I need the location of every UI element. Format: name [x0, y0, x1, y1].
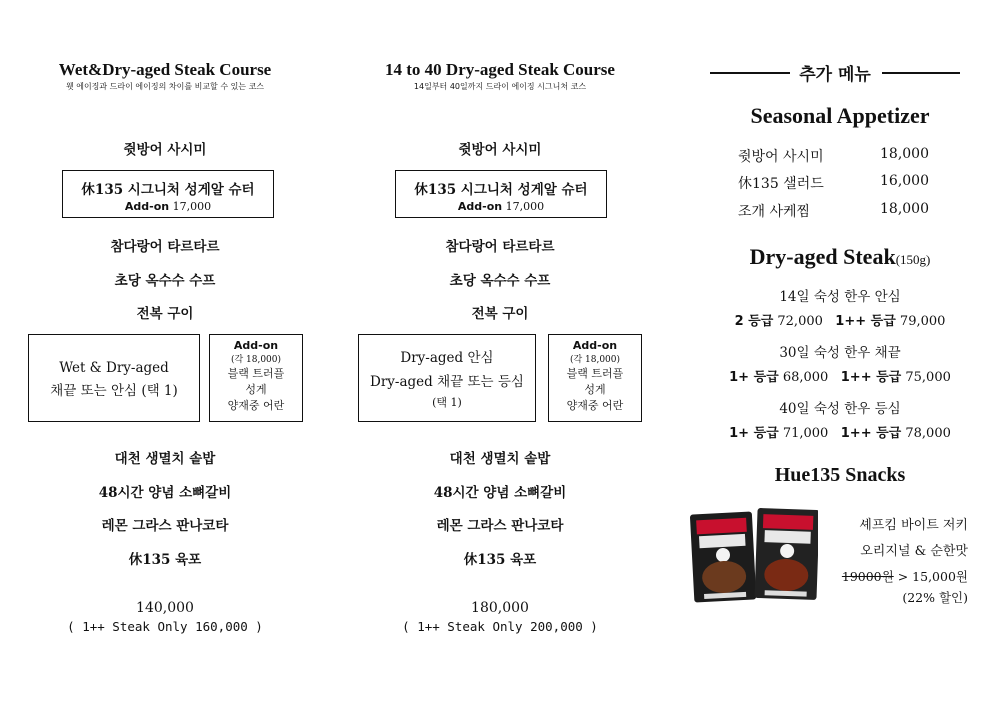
appetizer-name: 쥣방어 사시미 — [738, 149, 824, 165]
dish-pannacotta: 레몬 그라스 판나코타 — [436, 518, 564, 534]
course-subtitle: 14일부터 40일까지 드라이 에이징 시그니처 코스 — [413, 82, 587, 91]
steak-name: 40일 숙성 한우 등심 — [779, 401, 901, 417]
main-line1: Dry-aged 안심 — [400, 350, 494, 366]
extra-header: 추가 메뉴 — [799, 65, 871, 85]
main-line1: Wet & Dry-aged — [59, 360, 169, 376]
dish-abalone: 전복 구이 — [136, 306, 194, 322]
addon-title: Add-on — [572, 339, 618, 352]
header-rule-left — [710, 72, 790, 74]
appetizer-title: Seasonal Appetizer — [750, 103, 930, 128]
dish-pannacotta: 레몬 그라스 판나코타 — [101, 518, 229, 534]
grade: 1++ 등급 — [835, 314, 896, 329]
addon-box — [548, 334, 642, 422]
steak-prices — [700, 310, 980, 329]
extra-menu — [700, 0, 980, 706]
appetizer-name: 休135 샐러드 — [738, 176, 824, 192]
appetizer-price: 18,000 — [880, 146, 929, 162]
addon-truffle: 블랙 트러플 — [566, 367, 624, 380]
snack-new-price: 15,000원 — [912, 569, 968, 584]
steak-name: 30일 숙성 한우 채끝 — [779, 345, 901, 361]
grade: 1++ 등급 — [840, 370, 902, 385]
course-price: 140,000 — [136, 600, 194, 616]
course-title: Wet&Dry-aged Steak Course — [58, 60, 272, 79]
steak-name: 14일 숙성 한우 안심 — [779, 289, 901, 305]
shooter-box — [395, 170, 607, 218]
dish-tartare: 참다랑어 타르타르 — [445, 239, 555, 255]
main-steak-box — [28, 334, 200, 422]
dish-tartare: 참다랑어 타르타르 — [110, 239, 220, 255]
shooter-name: 休135 시그니처 성게알 슈터 — [81, 182, 255, 198]
main-line3: (택 1) — [432, 396, 462, 409]
main-line2: 채끝 또는 안심 (택 1) — [50, 383, 178, 399]
dish-sashimi: 쥣방어 사시미 — [123, 142, 207, 158]
snack-arrow: > — [897, 569, 909, 584]
dish-soup: 초당 옥수수 수프 — [449, 273, 551, 289]
dish-jerky: 休135 육포 — [128, 552, 202, 568]
dish-rice: 대천 생멸치 솥밥 — [114, 451, 216, 467]
addon-label: Add-on — [457, 200, 503, 213]
course-price-sub: ( 1++ Steak Only 160,000 ) — [67, 619, 263, 634]
course-subtitle: 웻 에이징과 드라이 에이징의 차이를 비교할 수 있는 코스 — [65, 82, 265, 91]
addon-truffle: 블랙 트러플 — [227, 367, 285, 380]
addon-roe: 양재중 어란 — [566, 399, 624, 412]
dish-sashimi: 쥣방어 사시미 — [458, 142, 542, 158]
dish-ribs: 48시간 양념 소뼈갈비 — [433, 485, 567, 501]
price: 68,000 — [782, 370, 829, 385]
appetizer-price: 18,000 — [880, 201, 929, 217]
grade: 2 등급 — [734, 314, 774, 329]
snack-name2: 오리지널 & 순한맛 — [860, 544, 968, 559]
price: 72,000 — [777, 314, 823, 329]
dish-ribs: 48시간 양념 소뼈갈비 — [98, 485, 232, 501]
snack-old-price: 19000원 — [841, 569, 894, 584]
price: 71,000 — [782, 426, 829, 441]
addon-urchin: 성게 — [245, 383, 267, 396]
snack-price — [828, 567, 968, 585]
grade: 1++ 등급 — [840, 426, 902, 441]
header-rule-right — [882, 72, 960, 74]
snack-name1: 셰프킴 바이트 저키 — [859, 518, 968, 533]
shooter-name: 休135 시그니처 성게알 슈터 — [414, 182, 588, 198]
steak-weight: (150g) — [895, 252, 931, 267]
addon-price: 17,000 — [172, 200, 212, 213]
addon-each: (각 18,000) — [230, 355, 282, 365]
steak-prices — [700, 422, 980, 441]
addon-label: Add-on — [124, 200, 170, 213]
steak-prices — [700, 366, 980, 385]
course-title: 14 to 40 Dry-aged Steak Course — [385, 60, 615, 79]
main-line2: Dry-aged 채끝 또는 등심 — [370, 374, 524, 390]
appetizer-name: 조개 사케찜 — [738, 204, 811, 220]
dish-rice: 대천 생멸치 솥밥 — [449, 451, 551, 467]
steak-title-text: Dry-aged Steak — [749, 244, 896, 269]
grade: 1+ 등급 — [729, 426, 779, 441]
price: 78,000 — [905, 426, 951, 441]
shooter-box — [62, 170, 274, 218]
addon-box — [209, 334, 303, 422]
snack-discount: (22% 할인) — [902, 590, 968, 605]
course-dry-aged — [340, 60, 660, 660]
dish-soup: 초당 옥수수 수프 — [114, 273, 216, 289]
course-price-sub: ( 1++ Steak Only 200,000 ) — [402, 619, 598, 634]
shooter-addon — [396, 200, 606, 213]
addon-price: 17,000 — [505, 200, 545, 213]
addon-each: (각 18,000) — [569, 355, 621, 365]
appetizer-price: 16,000 — [880, 173, 929, 189]
addon-title: Add-on — [233, 339, 279, 352]
addon-urchin: 성게 — [584, 383, 606, 396]
price: 79,000 — [899, 314, 946, 329]
grade: 1+ 등급 — [729, 370, 779, 385]
dish-abalone: 전복 구이 — [471, 306, 529, 322]
steak-title — [700, 244, 980, 270]
snacks-title: Hue135 Snacks — [774, 464, 906, 486]
dish-jerky: 休135 육포 — [463, 552, 537, 568]
course-wet-dry — [5, 60, 325, 660]
jerky-package-image — [688, 505, 818, 605]
addon-roe: 양재중 어란 — [227, 399, 285, 412]
shooter-addon — [63, 200, 273, 213]
course-price: 180,000 — [471, 600, 529, 616]
price: 75,000 — [905, 370, 951, 385]
main-steak-box — [358, 334, 536, 422]
